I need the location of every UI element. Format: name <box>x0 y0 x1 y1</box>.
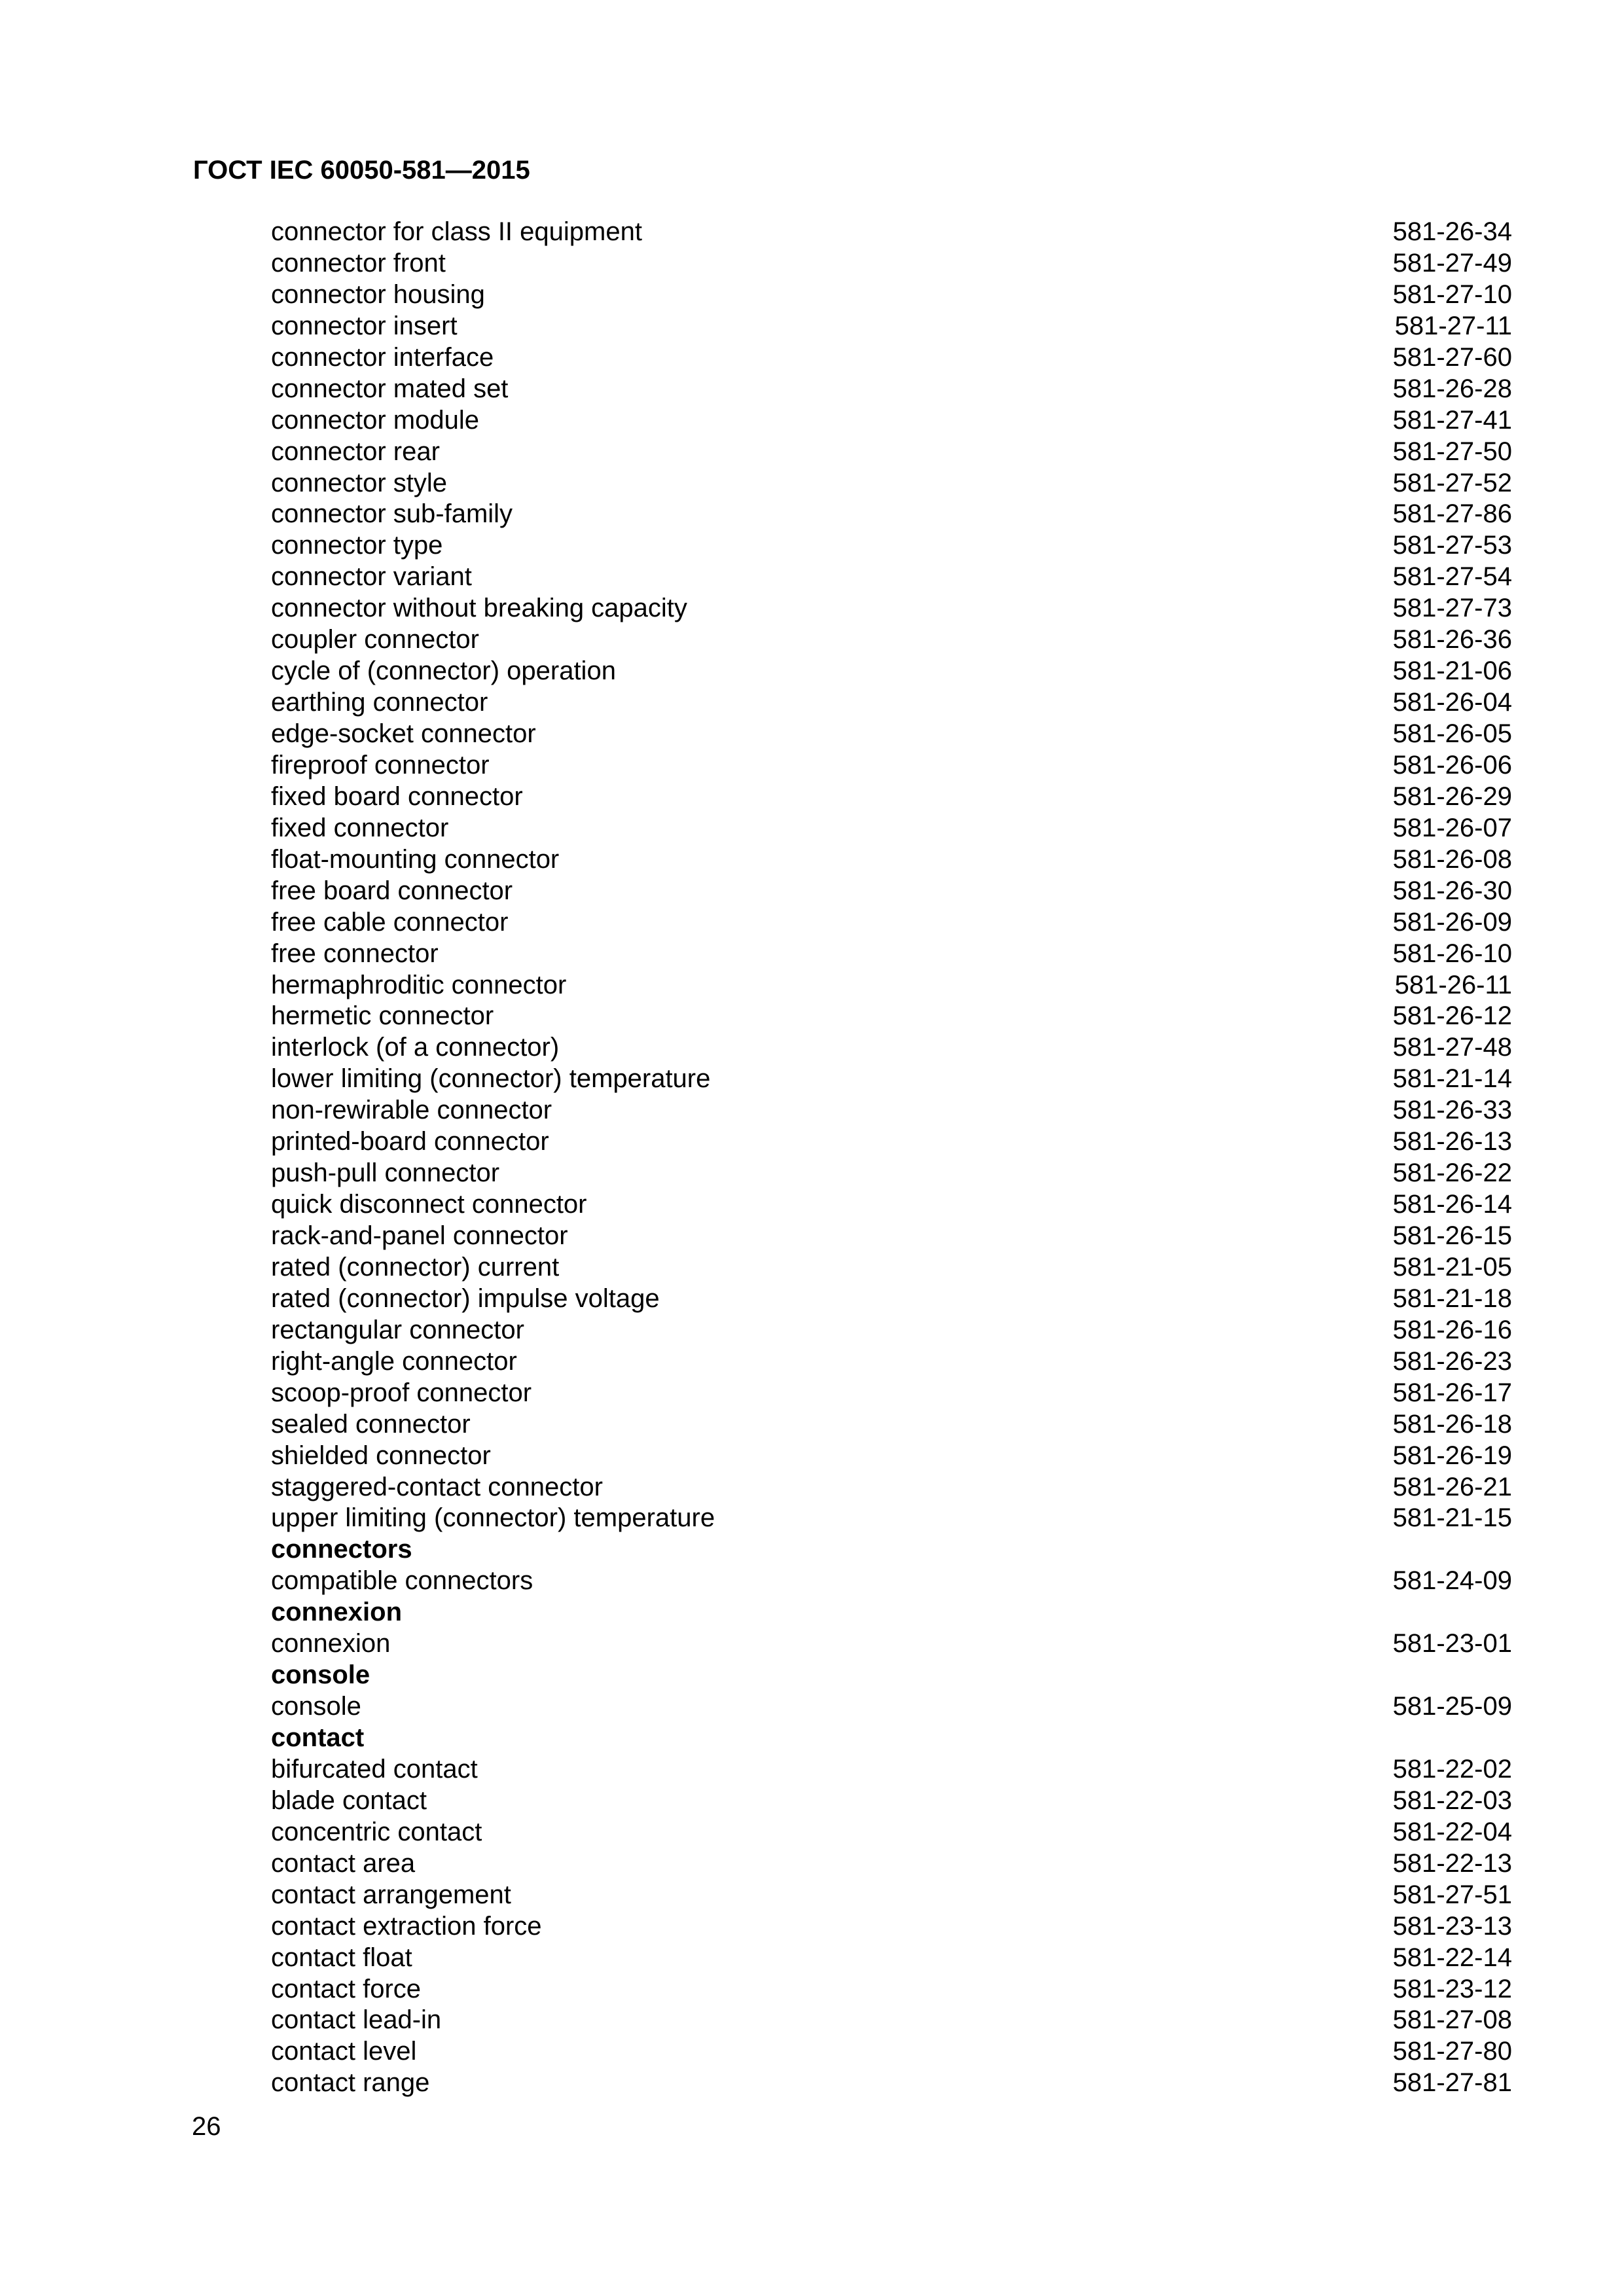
index-term: fixed connector <box>271 813 449 842</box>
index-term: contact force <box>271 1974 422 2003</box>
index-reference: 581-27-11 <box>1394 311 1512 340</box>
index-term: contact area <box>271 1848 416 1878</box>
index-term: connector housing <box>271 279 485 309</box>
index-entry <box>271 1409 1512 1441</box>
index-entry <box>271 1691 1512 1723</box>
index-reference: 581-23-01 <box>1392 1629 1512 1659</box>
index-entry <box>271 1221 1512 1252</box>
index-reference: 581-26-23 <box>1392 1346 1512 1376</box>
index-term: quick disconnect connector <box>271 1190 587 1219</box>
index-term: connector insert <box>271 311 458 340</box>
index-reference: 581-21-14 <box>1392 1064 1512 1094</box>
index-reference: 581-26-06 <box>1392 750 1512 780</box>
index-reference: 581-26-33 <box>1392 1096 1512 1125</box>
index-entry <box>271 405 1512 437</box>
index-entry <box>271 1848 1512 1880</box>
index-entry <box>271 1880 1512 1911</box>
index-entry <box>271 1503 1512 1534</box>
index-term: sealed connector <box>271 1409 471 1439</box>
index-entry <box>271 2005 1512 2036</box>
index-term: printed-board connector <box>271 1127 549 1157</box>
index-term: rated (connector) current <box>271 1252 560 1282</box>
index-reference: 581-21-15 <box>1392 1503 1512 1533</box>
index-term: free board connector <box>271 876 513 905</box>
index-reference: 581-27-48 <box>1392 1033 1512 1062</box>
index-entry <box>271 1315 1512 1346</box>
index-term: blade contact <box>271 1785 427 1815</box>
index-reference: 581-26-05 <box>1392 719 1512 748</box>
index-entry <box>271 1754 1512 1785</box>
index-term: contact lead-in <box>271 2005 442 2035</box>
index-reference: 581-27-50 <box>1392 437 1512 466</box>
index-entry <box>271 342 1512 374</box>
index-reference: 581-27-49 <box>1392 248 1512 278</box>
index-entry <box>271 1472 1512 1503</box>
index-entry <box>271 593 1512 624</box>
index-reference: 581-27-81 <box>1392 2068 1512 2098</box>
index-heading <box>271 1660 1512 1691</box>
index-entry <box>271 1189 1512 1221</box>
index-term: coupler connector <box>271 625 479 655</box>
index-entry <box>271 499 1512 530</box>
index-entry <box>271 970 1512 1001</box>
index-term: hermaphroditic connector <box>271 970 567 999</box>
index-reference: 581-27-51 <box>1392 1880 1512 1909</box>
page-header: ГОСТ IEC 60050-581—2015 <box>193 156 530 185</box>
index-reference: 581-27-53 <box>1392 531 1512 560</box>
index-heading-term: contact <box>271 1723 365 1752</box>
index-term: upper limiting (connector) temperature <box>271 1503 715 1533</box>
index-entry <box>271 1252 1512 1283</box>
index-entry <box>271 624 1512 656</box>
index-entry <box>271 1064 1512 1095</box>
index-entry <box>271 656 1512 687</box>
index-reference: 581-23-13 <box>1392 1911 1512 1941</box>
index-reference: 581-27-54 <box>1392 562 1512 592</box>
index-entry <box>271 1283 1512 1315</box>
index-term: connector rear <box>271 437 440 466</box>
index-entry <box>271 1441 1512 1472</box>
index-term: hermetic connector <box>271 1001 494 1031</box>
index-term: fixed board connector <box>271 781 523 811</box>
index-entry <box>271 1817 1512 1848</box>
index-reference: 581-27-80 <box>1392 2037 1512 2066</box>
index-term: scoop-proof connector <box>271 1378 532 1407</box>
index-entry <box>271 311 1512 342</box>
index-term: compatible connectors <box>271 1566 533 1596</box>
index-term: connector interface <box>271 342 494 372</box>
index-entry <box>271 1346 1512 1378</box>
index-reference: 581-22-02 <box>1392 1754 1512 1784</box>
index-term: connexion <box>271 1629 391 1659</box>
index-reference: 581-26-30 <box>1392 876 1512 905</box>
index-reference: 581-23-12 <box>1392 1974 1512 2003</box>
index-reference: 581-26-16 <box>1392 1315 1512 1344</box>
index-reference: 581-26-12 <box>1392 1001 1512 1031</box>
index-term: rack-and-panel connector <box>271 1221 568 1250</box>
index-term: rated (connector) impulse voltage <box>271 1283 660 1313</box>
index-entry <box>271 1095 1512 1126</box>
index-reference: 581-27-60 <box>1392 342 1512 372</box>
index-entry <box>271 939 1512 970</box>
index-term: concentric contact <box>271 1817 482 1846</box>
index-reference: 581-26-10 <box>1392 939 1512 968</box>
index-term: push-pull connector <box>271 1158 500 1188</box>
index-entry <box>271 876 1512 907</box>
index-term: connector variant <box>271 562 472 592</box>
index-entry <box>271 1032 1512 1064</box>
index-reference: 581-26-11 <box>1394 970 1512 999</box>
index-reference: 581-22-14 <box>1392 1943 1512 1972</box>
index-entry <box>271 2036 1512 2068</box>
index-reference: 581-26-28 <box>1392 374 1512 403</box>
index-term: console <box>271 1692 361 1721</box>
index-entry <box>271 1628 1512 1660</box>
index-heading <box>271 1534 1512 1566</box>
index-term: float-mounting connector <box>271 844 560 874</box>
index-entry <box>271 1126 1512 1158</box>
index-term: edge-socket connector <box>271 719 536 748</box>
index-reference: 581-24-09 <box>1392 1566 1512 1596</box>
index-reference: 581-22-13 <box>1392 1848 1512 1878</box>
index-term: lower limiting (connector) temperature <box>271 1064 711 1094</box>
index-reference: 581-26-07 <box>1392 813 1512 842</box>
index-heading-term: connectors <box>271 1535 412 1564</box>
index-term: earthing connector <box>271 688 488 717</box>
index-entry <box>271 562 1512 593</box>
index-reference: 581-26-15 <box>1392 1221 1512 1250</box>
index-entry <box>271 530 1512 562</box>
index-entry <box>271 781 1512 813</box>
index-reference: 581-25-09 <box>1392 1692 1512 1721</box>
index-term: contact range <box>271 2068 430 2098</box>
index-heading <box>271 1723 1512 1754</box>
index-reference: 581-22-03 <box>1392 1785 1512 1815</box>
index-reference: 581-26-13 <box>1392 1127 1512 1157</box>
index-term: connector style <box>271 468 448 497</box>
index-reference: 581-21-06 <box>1392 656 1512 686</box>
index-reference: 581-27-41 <box>1392 405 1512 435</box>
index-reference: 581-26-08 <box>1392 844 1512 874</box>
index-reference: 581-26-22 <box>1392 1158 1512 1188</box>
index-term: rectangular connector <box>271 1315 524 1344</box>
index-heading-term: connexion <box>271 1598 403 1627</box>
index-entry <box>271 750 1512 781</box>
index-entry <box>271 468 1512 499</box>
index-term: connector without breaking capacity <box>271 594 687 623</box>
page-number: 26 <box>192 2112 221 2141</box>
index-term: bifurcated contact <box>271 1754 478 1784</box>
index-heading <box>271 1597 1512 1628</box>
index-heading-term: console <box>271 1660 370 1690</box>
index-reference: 581-26-19 <box>1392 1441 1512 1470</box>
index-term: free cable connector <box>271 907 509 937</box>
index-term: right-angle connector <box>271 1346 517 1376</box>
index-term: connector type <box>271 531 443 560</box>
index-entry <box>271 217 1512 248</box>
index-entry <box>271 279 1512 311</box>
index-term: connector for class II equipment <box>271 217 642 246</box>
index-entry <box>271 1566 1512 1597</box>
index-term: connector front <box>271 248 446 278</box>
index-reference: 581-27-08 <box>1392 2005 1512 2035</box>
index-entry <box>271 687 1512 719</box>
index-reference: 581-27-52 <box>1392 468 1512 497</box>
index-term: contact float <box>271 1943 412 1972</box>
index-entry <box>271 1158 1512 1189</box>
index-reference: 581-26-14 <box>1392 1190 1512 1219</box>
index-entry <box>271 1001 1512 1032</box>
index-term: connector module <box>271 405 479 435</box>
index-reference: 581-27-86 <box>1392 499 1512 529</box>
index-reference: 581-26-29 <box>1392 781 1512 811</box>
index-term: connector mated set <box>271 374 509 403</box>
index-reference: 581-26-18 <box>1392 1409 1512 1439</box>
index-reference: 581-26-09 <box>1392 907 1512 937</box>
index-reference: 581-26-34 <box>1392 217 1512 246</box>
index-entry <box>271 1785 1512 1817</box>
index-term: shielded connector <box>271 1441 491 1470</box>
index-term: contact extraction force <box>271 1911 542 1941</box>
index-reference: 581-26-21 <box>1392 1472 1512 1501</box>
index-term: free connector <box>271 939 439 968</box>
index-entry <box>271 1378 1512 1409</box>
index-entry <box>271 1974 1512 2005</box>
index-term: cycle of (connector) operation <box>271 656 616 686</box>
index-entry <box>271 813 1512 844</box>
index-reference: 581-22-04 <box>1392 1817 1512 1846</box>
index-entry <box>271 2068 1512 2099</box>
index-reference: 581-21-05 <box>1392 1252 1512 1282</box>
index-entry <box>271 437 1512 468</box>
index-term: connector sub-family <box>271 499 513 529</box>
index-term: contact level <box>271 2037 417 2066</box>
index-entry <box>271 719 1512 750</box>
index-term: fireproof connector <box>271 750 490 780</box>
index-entry <box>271 248 1512 279</box>
index-entry <box>271 844 1512 876</box>
index-term: contact arrangement <box>271 1880 511 1909</box>
index-reference: 581-26-17 <box>1392 1378 1512 1407</box>
index-reference: 581-27-10 <box>1392 279 1512 309</box>
index-entry <box>271 907 1512 939</box>
index-reference: 581-27-73 <box>1392 594 1512 623</box>
index-entry <box>271 1911 1512 1943</box>
index-list <box>271 217 1512 2099</box>
index-term: staggered-contact connector <box>271 1472 603 1501</box>
index-entry <box>271 374 1512 405</box>
index-term: non-rewirable connector <box>271 1096 552 1125</box>
index-reference: 581-26-36 <box>1392 625 1512 655</box>
index-reference: 581-21-18 <box>1392 1283 1512 1313</box>
index-entry <box>271 1943 1512 1974</box>
index-term: interlock (of a connector) <box>271 1033 560 1062</box>
index-reference: 581-26-04 <box>1392 688 1512 717</box>
